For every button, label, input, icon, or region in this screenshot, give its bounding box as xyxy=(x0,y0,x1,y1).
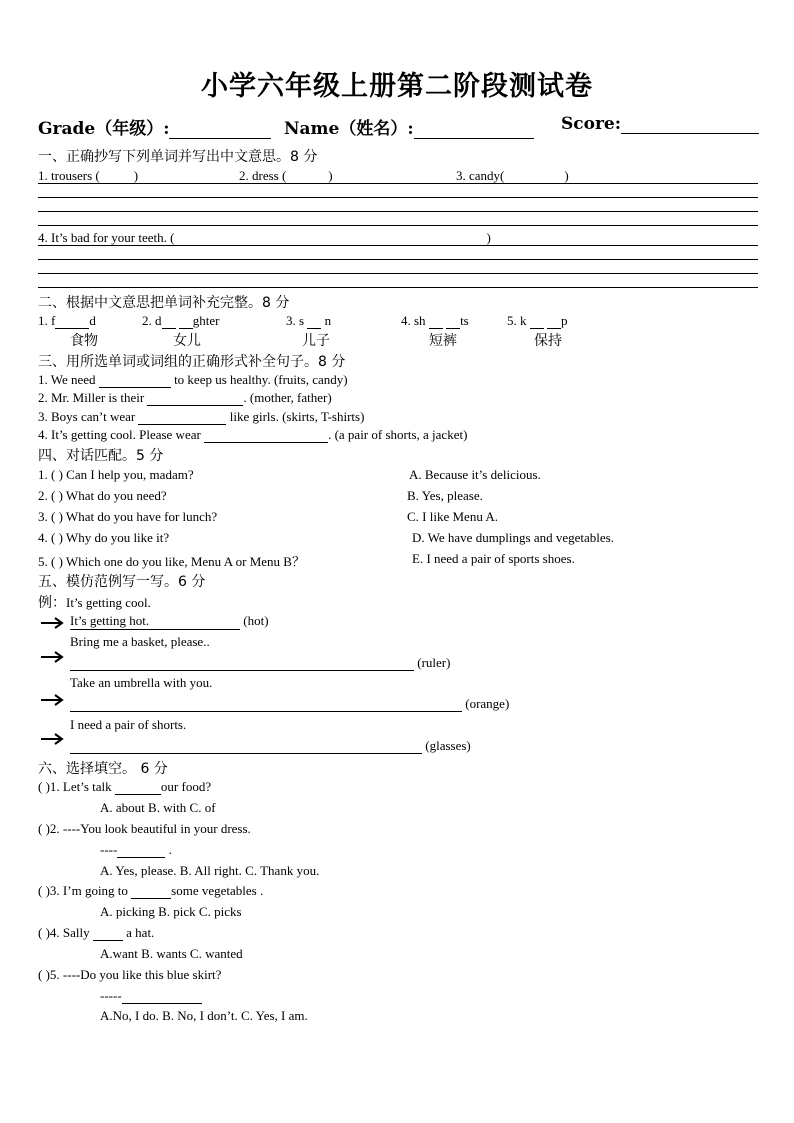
s2-meaning-4: 短裤 xyxy=(429,333,457,349)
s5-example-answer: It’s getting hot. (hot) xyxy=(70,613,269,628)
s4-question-3: 3. ( ) What do you have for lunch? xyxy=(38,509,218,524)
arrow-right-icon xyxy=(40,694,64,706)
page-title: 小学六年级上册第二阶段测试卷 xyxy=(201,71,593,102)
s1-sentence-4: 4. It’s bad for your teeth. ( ) xyxy=(38,230,491,245)
writing-line[interactable] xyxy=(38,287,758,288)
s6-options-5: A.No, I do. B. No, I don’t. C. Yes, I am. xyxy=(100,1008,308,1023)
s3-line-3: 3. Boys can’t wear like girls. (skirts, T-shirts) xyxy=(38,409,365,424)
s6-question-5: ( )5. ----Do you like this blue skirt? xyxy=(38,967,222,982)
s2-item-3: 3. s n xyxy=(286,313,332,328)
s3-line-4: 4. It’s getting cool. Please wear . (a pair of shorts, a jacket) xyxy=(38,427,468,442)
arrow-right-icon xyxy=(40,651,64,663)
s4-answer-b: B. Yes, please. xyxy=(407,488,483,503)
s6-reply-2: ---- . xyxy=(100,842,172,857)
s6-question-3: ( )3. I’m going to some vegetables . xyxy=(38,883,264,898)
s4-answer-c: C. I like Menu A. xyxy=(407,509,498,524)
s6-options-4: A.want B. wants C. wanted xyxy=(100,946,243,961)
writing-line[interactable] xyxy=(38,211,758,212)
arrow-right-icon xyxy=(40,617,64,629)
s2-item-4: 4. sh ts xyxy=(401,313,469,328)
arrow-right-icon xyxy=(40,733,64,745)
s1-word-3: 3. candy( ) xyxy=(456,168,569,183)
s3-line-2: 2. Mr. Miller is their . (mother, father) xyxy=(38,390,332,405)
s4-question-5: 5. ( ) Which one do you like, Menu A or Menu B？ xyxy=(38,554,305,569)
grade-blank[interactable] xyxy=(169,120,271,139)
s5-prompt-4: I need a pair of shorts. xyxy=(70,717,187,732)
s2-meaning-1: 食物 xyxy=(70,333,98,349)
section-6-heading: 六、选择填空。 6 分 xyxy=(38,761,168,777)
s6-options-2: A. Yes, please. B. All right. C. Thank you. xyxy=(100,863,320,878)
name-label: Name（姓名）: xyxy=(284,119,414,139)
s6-question-4: ( )4. Sally a hat. xyxy=(38,925,155,940)
s3-line-1: 1. We need to keep us healthy. (fruits, candy) xyxy=(38,372,348,387)
s4-question-2: 2. ( ) What do you need? xyxy=(38,488,167,503)
section-2-heading: 二、根据中文意思把单词补充完整。8 分 xyxy=(38,295,290,311)
s6-reply-5: ----- xyxy=(100,988,202,1004)
s6-question-2: ( )2. ----You look beautiful in your dress. xyxy=(38,821,251,836)
s6-options-1: A. about B. with C. of xyxy=(100,800,216,815)
writing-line[interactable] xyxy=(38,183,758,184)
s5-example: 例：It’s getting cool. xyxy=(38,595,151,611)
grade-field xyxy=(38,114,271,139)
s6-question-1: ( )1. Let’s talk our food? xyxy=(38,779,212,794)
s2-meaning-5: 保持 xyxy=(534,333,562,349)
s2-item-2: 2. d ghter xyxy=(142,313,220,328)
s1-word-2: 2. dress ( ) xyxy=(239,168,333,183)
s4-question-1: 1. ( ) Can I help you, madam? xyxy=(38,467,194,482)
s1-word-1: 1. trousers ( ) xyxy=(38,168,139,183)
section-5-heading: 五、模仿范例写一写。6 分 xyxy=(38,574,206,590)
s5-answer-2: (ruler) xyxy=(70,655,450,671)
section-3-heading: 三、用所选单词或词组的正确形式补全句子。8 分 xyxy=(38,354,346,370)
s2-meaning-2: 女儿 xyxy=(173,333,201,349)
writing-line[interactable] xyxy=(38,273,758,274)
s2-item-5: 5. k p xyxy=(507,313,568,328)
section-1-heading: 一、正确抄写下列单词并写出中文意思。8 分 xyxy=(38,149,318,165)
s5-prompt-2: Bring me a basket, please.. xyxy=(70,634,210,649)
section-4-heading: 四、对话匹配。5 分 xyxy=(38,448,164,464)
s5-answer-4: (glasses) xyxy=(70,738,471,754)
s5-answer-3: (orange) xyxy=(70,696,509,712)
writing-line[interactable] xyxy=(38,197,758,198)
s2-item-1: 1. f d xyxy=(38,313,96,328)
writing-line[interactable] xyxy=(38,225,758,226)
score-label: Score: xyxy=(561,114,622,134)
name-field xyxy=(284,114,534,139)
s4-answer-a: A. Because it’s delicious. xyxy=(409,467,541,482)
score-blank[interactable] xyxy=(621,115,759,134)
s4-answer-e: E. I need a pair of sports shoes. xyxy=(412,551,575,566)
s4-answer-d: D. We have dumplings and vegetables. xyxy=(412,530,614,545)
writing-line[interactable] xyxy=(38,245,758,246)
score-field xyxy=(561,114,759,134)
s4-question-4: 4. ( ) Why do you like it? xyxy=(38,530,170,545)
s6-options-3: A. picking B. pick C. picks xyxy=(100,904,242,919)
name-blank[interactable] xyxy=(414,120,534,139)
writing-line[interactable] xyxy=(38,259,758,260)
grade-label: Grade（年级）: xyxy=(38,119,170,139)
s5-prompt-3: Take an umbrella with you. xyxy=(70,675,213,690)
s2-meaning-3: 儿子 xyxy=(302,333,330,349)
